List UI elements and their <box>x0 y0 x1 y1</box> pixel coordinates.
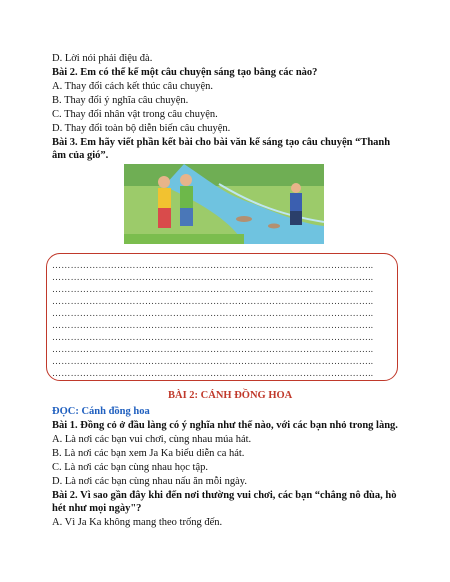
option-c: C. Thay đổi nhân vật trong câu chuyện. <box>52 109 218 120</box>
option-a: A. Thay đổi cách kết thúc câu chuyện. <box>52 81 214 92</box>
answer-line[interactable]: ………………………………………………………………………………………….. <box>52 356 374 366</box>
answer-line[interactable]: ………………………………………………………………………………………….. <box>52 320 374 330</box>
question-heading: Bài 2. Vì sao gần đây khi đến nơi thường vui chơi, các bạn “chẳng nô đùa, hò hét như mọi ngày"? <box>52 490 397 514</box>
option-a: A. Vì Ja Ka không mang theo trống đến. <box>52 517 223 528</box>
reading-title: ĐỌC: Cánh đồng hoa <box>52 406 150 417</box>
question-heading: Bài 2. Em có thể kể một câu chuyện sáng tạo bằng các nào? <box>52 67 318 78</box>
answer-line[interactable]: ………………………………………………………………………………………….. <box>52 296 374 306</box>
answer-line[interactable]: ………………………………………………………………………………………….. <box>52 332 374 342</box>
answer-line[interactable]: ………………………………………………………………………………………….. <box>52 344 374 354</box>
question-heading: Bài 1. Đồng cỏ ở đầu làng có ý nghĩa như thế nào, với các bạn nhỏ trong làng. <box>52 420 398 431</box>
section-title: BÀI 2: CÁNH ĐỒNG HOA <box>168 390 293 401</box>
question-heading: Bài 3. Em hãy viết phần kết bài cho bài văn kể sáng tạo câu chuyện “Thanh âm của gió”. <box>52 137 391 161</box>
answer-line[interactable]: ………………………………………………………………………………………….. <box>52 272 374 282</box>
answer-line[interactable]: ………………………………………………………………………………………….. <box>52 260 374 270</box>
story-illustration <box>124 164 324 244</box>
answer-line[interactable]: ………………………………………………………………………………………….. <box>52 284 374 294</box>
answer-line[interactable]: ………………………………………………………………………………………….. <box>52 368 374 378</box>
text-line: D. Lời nói phải điệu đà. <box>52 53 153 64</box>
answer-line[interactable]: ………………………………………………………………………………………….. <box>52 308 374 318</box>
option-d: D. Thay đổi toàn bộ diễn biến câu chuyện. <box>52 123 231 134</box>
option-a: A. Là nơi các bạn vui chơi, cùng nhau múa hát. <box>52 434 252 445</box>
option-d: D. Là nơi các bạn cùng nhau nấu ăn mỗi ngày. <box>52 476 247 487</box>
option-b: B. Là nơi các bạn xem Ja Ka biểu diễn ca hát. <box>52 448 245 459</box>
option-b: B. Thay đổi ý nghĩa câu chuyện. <box>52 95 189 106</box>
option-c: C. Là nơi các bạn cùng nhau học tập. <box>52 462 208 473</box>
